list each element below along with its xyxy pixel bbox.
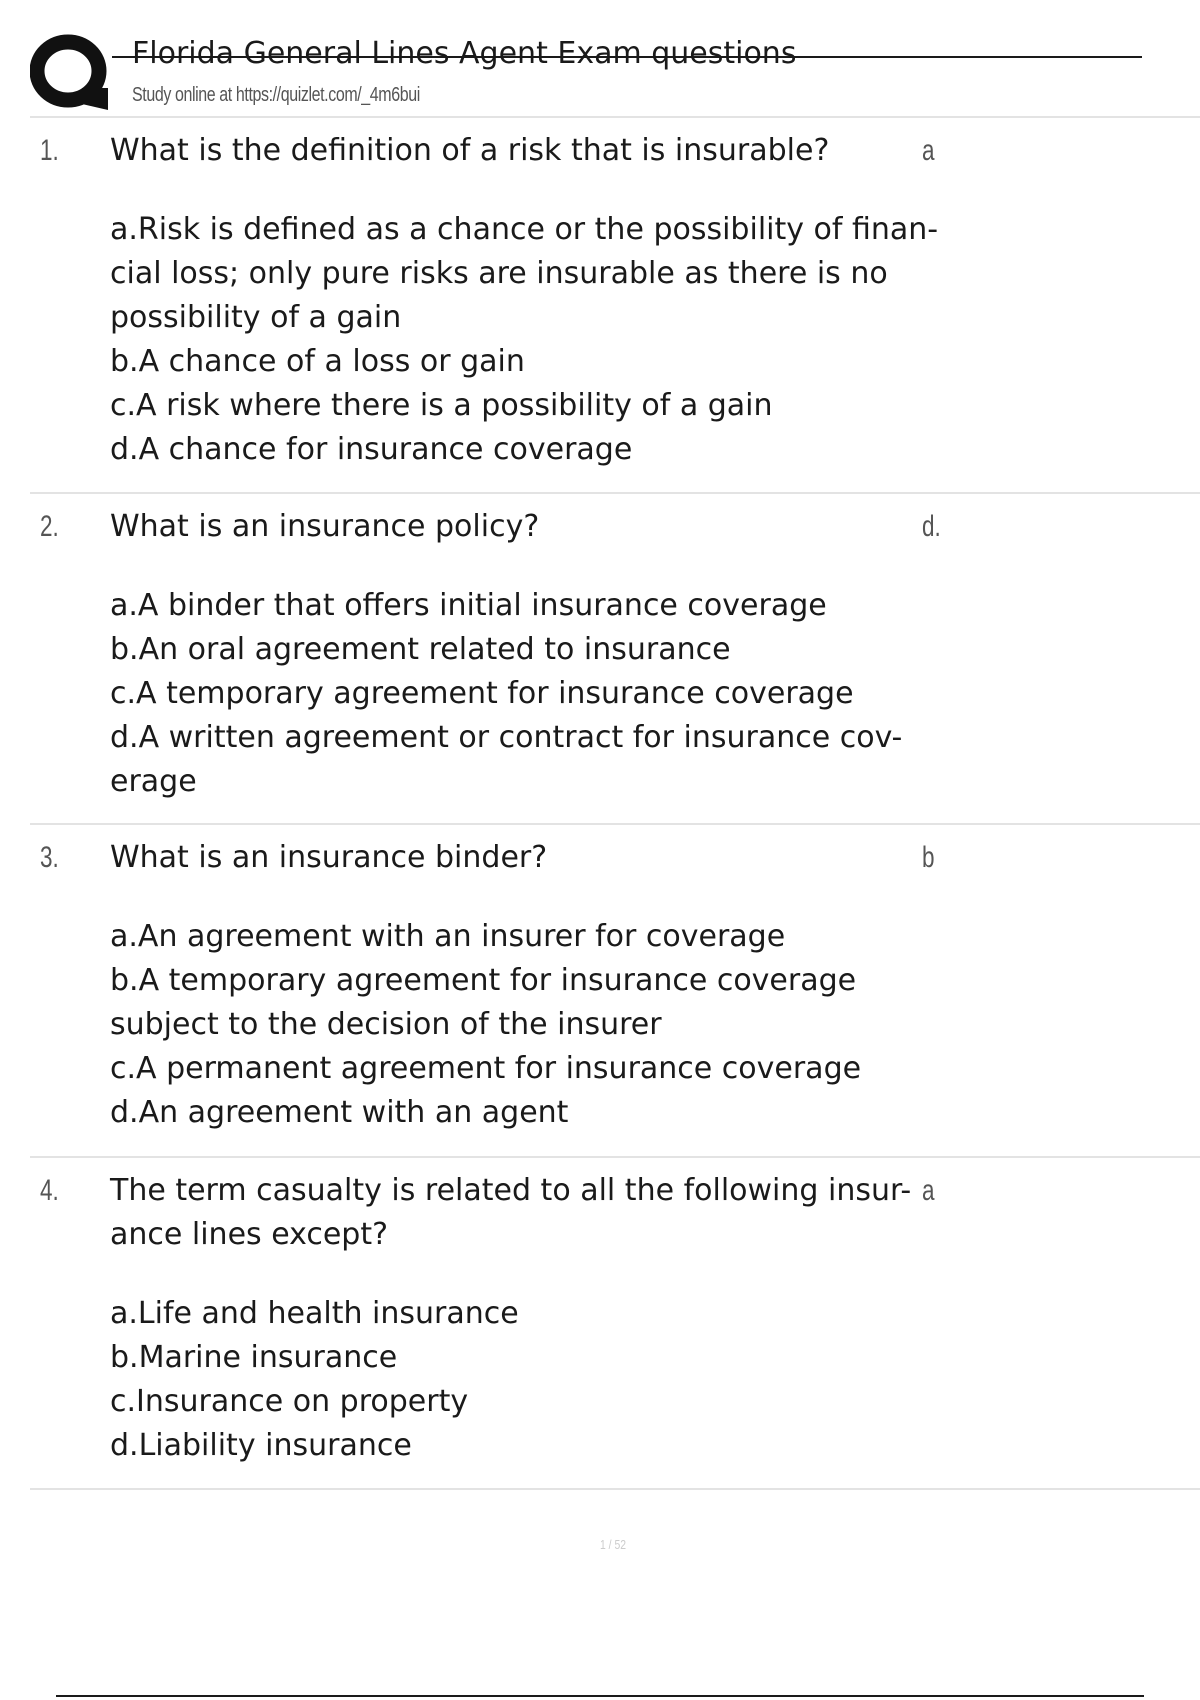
document-title: Florida General Lines Agent Exam questions — [132, 36, 797, 71]
option-c: c.A temporary agreement for insurance coverage — [110, 676, 854, 711]
option-c: c.A risk where there is a possibility of a gain — [110, 388, 773, 423]
footer-divider — [56, 1695, 1144, 1697]
question-body — [110, 1169, 950, 1468]
question-block — [30, 118, 1200, 494]
question-number: 4. — [40, 1174, 59, 1207]
correct-answer: a — [922, 134, 935, 167]
option-c: c.Insurance on property — [110, 1384, 469, 1419]
answer-options — [110, 584, 950, 804]
page-number: 1 / 52 — [600, 1537, 627, 1552]
option-a: a.An agreement with an insurer for coverage — [110, 919, 786, 954]
question-body — [110, 505, 950, 804]
question-number: 1. — [40, 134, 59, 167]
question-text: What is an insurance binder? — [110, 840, 548, 875]
correct-answer: d. — [922, 510, 941, 543]
question-number: 3. — [40, 841, 59, 874]
correct-answer: a — [922, 1174, 935, 1207]
option-a: a.Life and health insurance — [110, 1296, 519, 1331]
question-block — [30, 494, 1200, 825]
answer-options — [110, 208, 950, 472]
option-a: a.Risk is defined as a chance or the possibility of finan-cial loss; only pure risks are insurable as there is no possibility of a gain — [110, 212, 939, 335]
question-block — [30, 825, 1200, 1158]
study-online-link[interactable]: Study online at https://quizlet.com/_4m6bui — [132, 84, 420, 106]
question-text: The term casualty is related to all the following insur-ance lines except? — [110, 1173, 912, 1252]
quizlet-logo-icon — [30, 30, 112, 112]
option-d: d.A written agreement or contract for insurance cov-erage — [110, 720, 903, 799]
option-b: b.A chance of a loss or gain — [110, 344, 525, 379]
answer-options — [110, 1292, 950, 1468]
option-d: d.An agreement with an agent — [110, 1095, 569, 1130]
option-b: b.An oral agreement related to insurance — [110, 632, 731, 667]
option-d: d.A chance for insurance coverage — [110, 432, 633, 467]
option-d: d.Liability insurance — [110, 1428, 412, 1463]
correct-answer: b — [922, 841, 935, 874]
question-number: 2. — [40, 510, 59, 543]
option-b: b.Marine insurance — [110, 1340, 398, 1375]
question-text: What is an insurance policy? — [110, 509, 540, 544]
document-header — [0, 0, 1200, 118]
option-c: c.A permanent agreement for insurance coverage — [110, 1051, 862, 1086]
answer-options — [110, 915, 950, 1135]
question-block — [30, 1158, 1200, 1490]
question-body — [110, 129, 950, 472]
option-b: b.A temporary agreement for insurance coverage subject to the decision of the insurer — [110, 963, 857, 1042]
question-body — [110, 836, 950, 1135]
question-text: What is the definition of a risk that is insurable? — [110, 133, 830, 168]
option-a: a.A binder that offers initial insurance coverage — [110, 588, 827, 623]
